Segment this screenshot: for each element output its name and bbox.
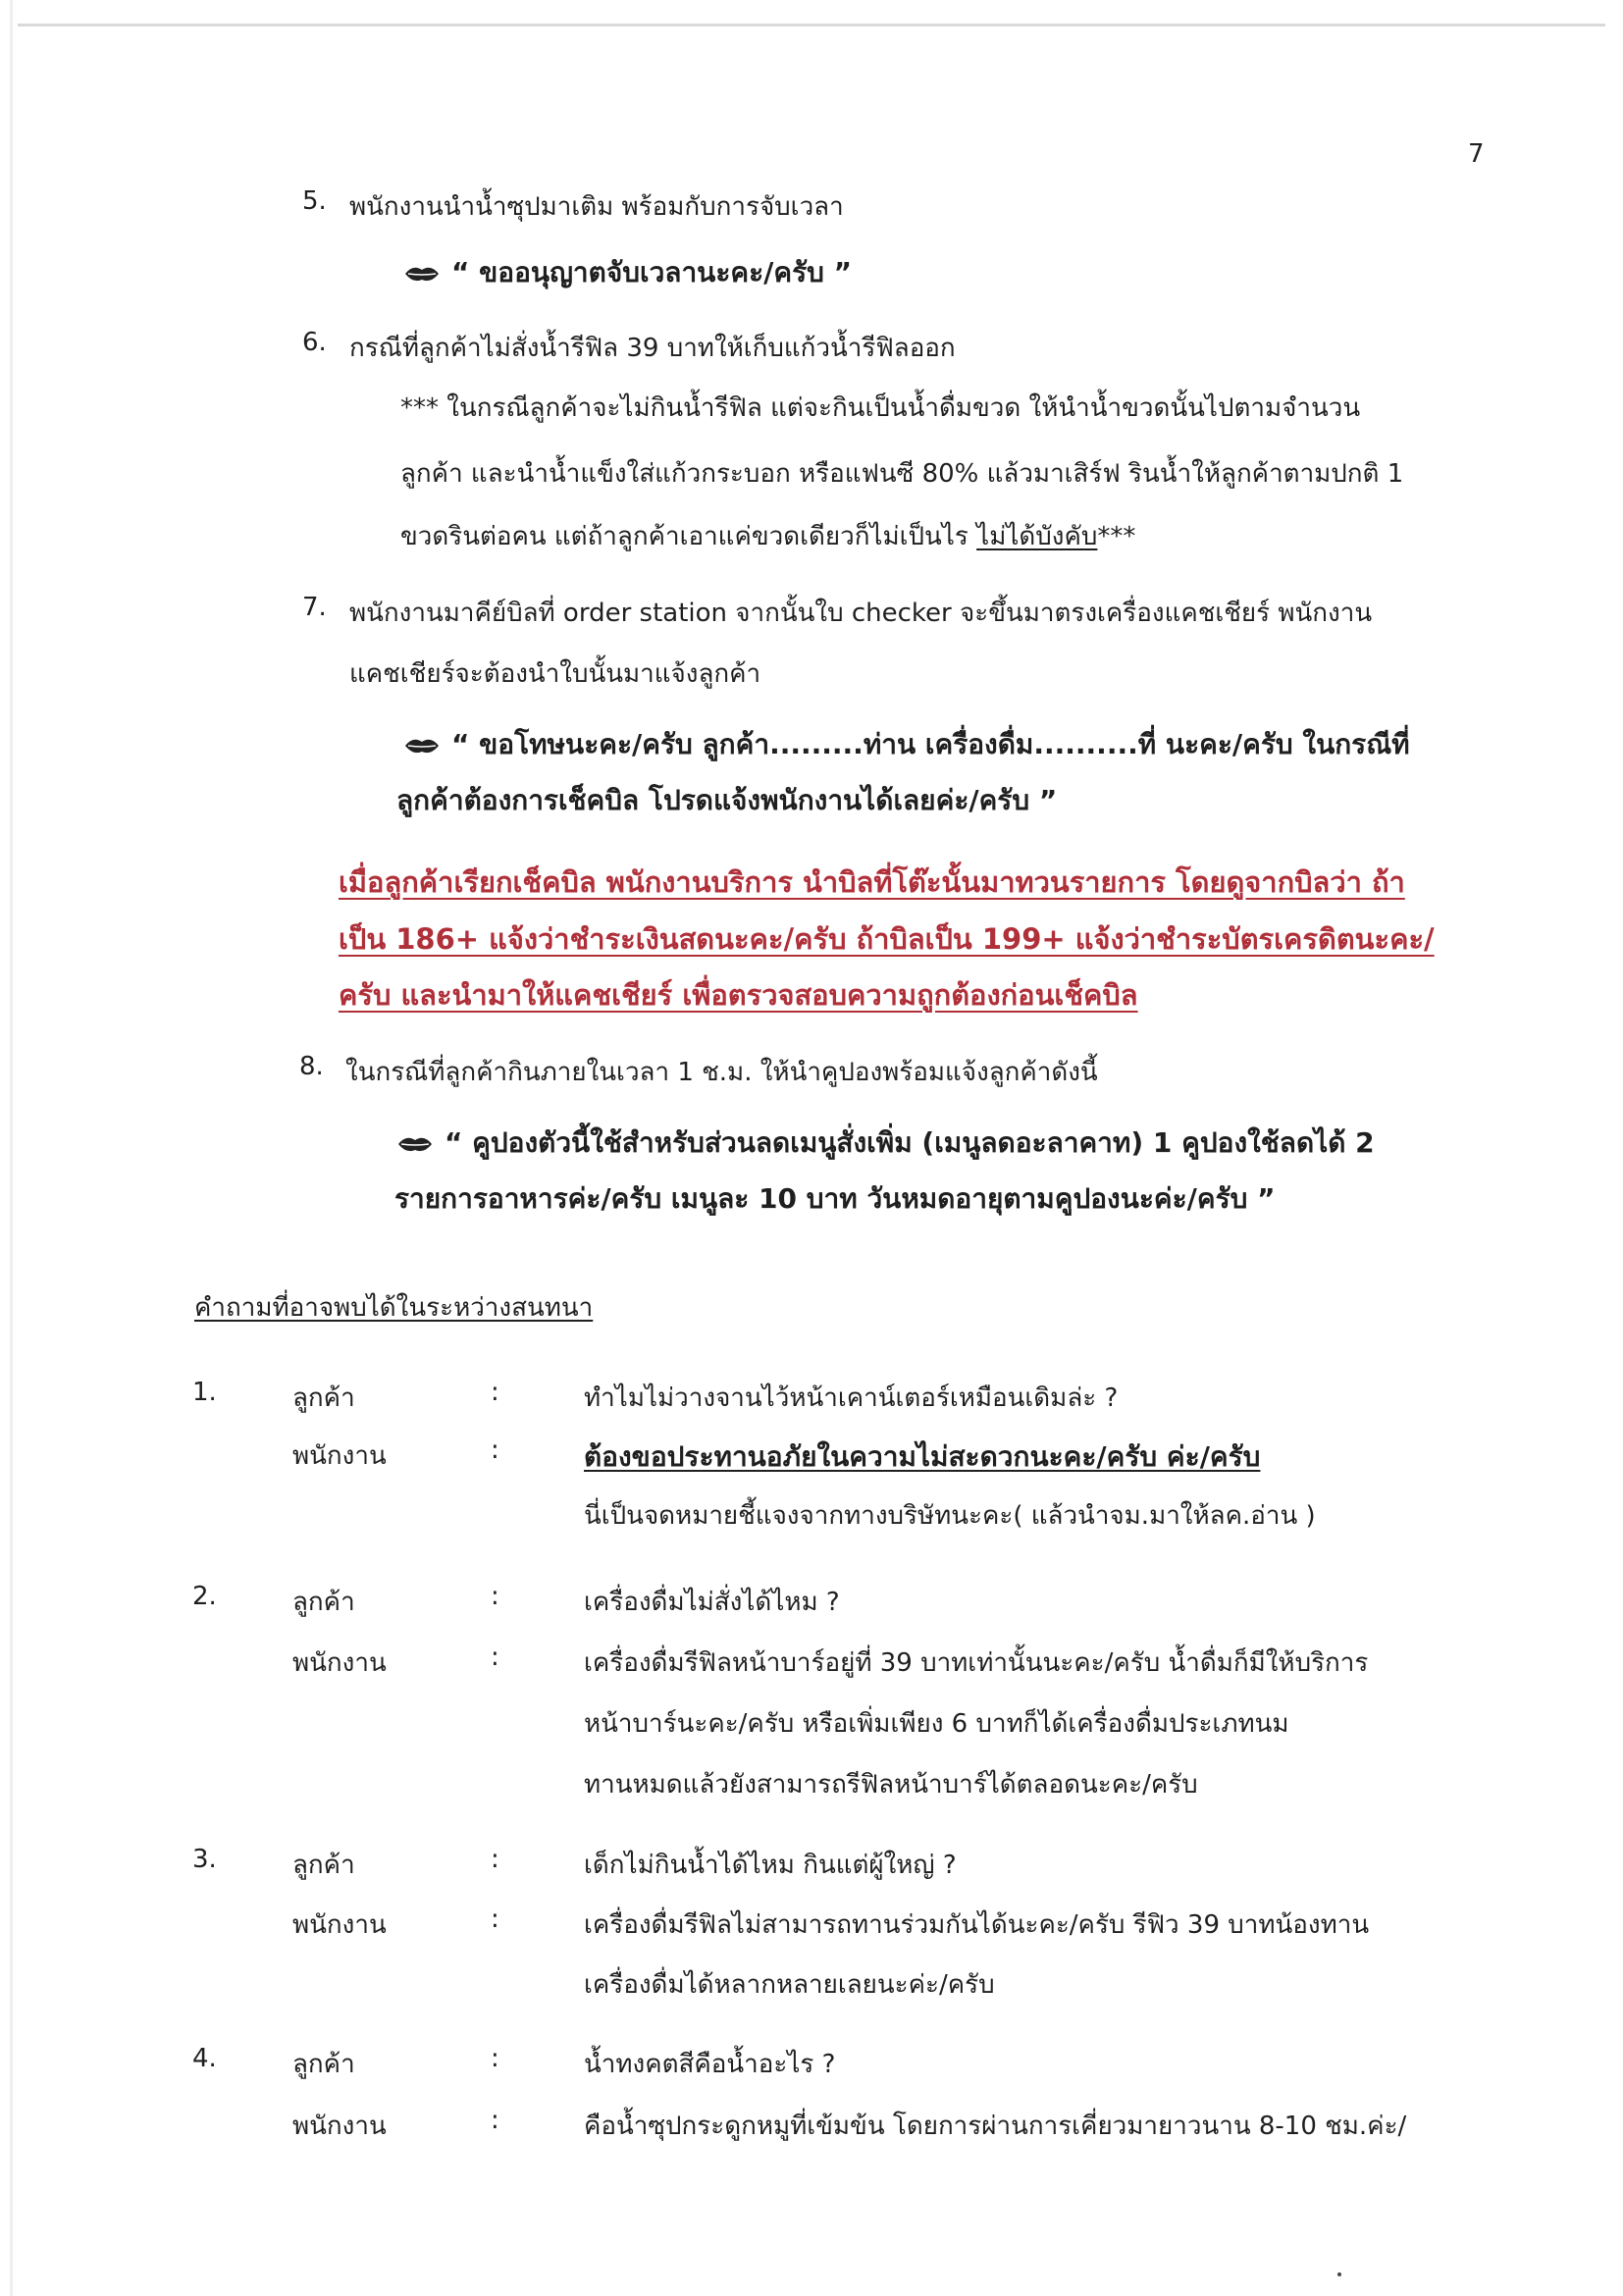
faq-3-question: เด็กไม่กินน้ำได้ไหม กินแต่ผู้ใหญ่ ? <box>584 1851 957 1880</box>
lips-icon <box>397 1134 433 1154</box>
faq-heading: คำถามที่อาจพบได้ในระหว่างสนทนา <box>194 1293 594 1323</box>
item-7-script-line-2: ลูกค้าต้องการเช็คบิล โปรดแจ้งพนักงานได้เลยค่ะ/ครับ ” <box>396 784 1058 816</box>
faq-1-customer-label: ลูกค้า <box>292 1383 355 1413</box>
page-number: 7 <box>1468 139 1485 169</box>
faq-3-colon-2: : <box>491 1905 499 1934</box>
faq-1-answer-line-2: นี่เป็นจดหมายชี้แจงจากทางบริษัทนะคะ( แล้วนำจม.มาให้ลค.อ่าน ) <box>584 1501 1316 1531</box>
faq-2-answer-line-2: หน้าบาร์นะคะ/ครับ หรือเพิ่มเพียง 6 บาทก็ได้เครื่องดื่มประเภทนม <box>584 1709 1289 1739</box>
faq-3-number: 3. <box>192 1845 217 1874</box>
scan-edge-left <box>10 0 13 2296</box>
faq-2-answer-line-3: ทานหมดแล้วยังสามารถรีฟิลหน้าบาร์ได้ตลอดนะคะ/ครับ <box>584 1770 1198 1800</box>
lips-icon <box>404 736 440 756</box>
faq-4-colon-2: : <box>491 2106 499 2135</box>
item-5-script: “ ขออนุญาตจับเวลานะคะ/ครับ ” <box>451 256 853 288</box>
item-5-text: พนักงานนำน้ำซุปมาเติม พร้อมกับการจับเวลา <box>349 192 844 222</box>
faq-2-question: เครื่องดื่มไม่สั่งได้ไหม ? <box>584 1588 840 1617</box>
faq-3-staff-label: พนักงาน <box>292 1910 387 1940</box>
faq-4-answer-line-1: คือน้ำซุปกระดูกหมูที่เข้มข้น โดยการผ่านการเคี่ยวมายาวนาน 8-10 ชม.ค่ะ/ <box>584 2112 1407 2141</box>
faq-3-colon: : <box>491 1845 499 1874</box>
item-6-note-line-2 <box>400 453 1403 494</box>
faq-4-colon: : <box>491 2044 499 2073</box>
item-6-note-line-3 <box>400 516 1135 556</box>
item-7-red-note-line-1: เมื่อลูกค้าเรียกเช็คบิล พนักงานบริการ นำบิลที่โต๊ะนั้นมาทวนรายการ โดยดูจากบิลว่า ถ้า <box>339 865 1405 899</box>
faq-2-staff-label: พนักงาน <box>292 1648 387 1678</box>
item-6-note-line-2-text: ลูกค้า และนำน้ำแข็งใส่แก้วกระบอก หรือแฟนซี 80% แล้วมาเสิร์ฟ รินน้ำให้ลูกค้าตามปกติ 1 <box>400 459 1404 489</box>
faq-1-question: ทำไมไม่วางจานไว้หน้าเคาน์เตอร์เหมือนเดิมล่ะ ? <box>584 1383 1119 1413</box>
item-7-red-note-line-2: เป็น 186+ แจ้งว่าชำระเงินสดนะคะ/ครับ ถ้าบิลเป็น 199+ แจ้งว่าชำระบัตรเครดิตนะคะ/ <box>339 922 1435 956</box>
item-7-script-1: “ ขอโทษนะคะ/ครับ ลูกค้า.........ท่าน เครื่องดื่ม..........ที่ นะคะ/ครับ ในกรณีที่ <box>451 728 1410 760</box>
faq-2-colon: : <box>491 1582 499 1611</box>
item-6-text: กรณีที่ลูกค้าไม่สั่งน้ำรีฟิล 39 บาทให้เก็บแก้วน้ำรีฟิลออก <box>349 334 956 363</box>
faq-1-colon-2: : <box>491 1435 499 1465</box>
faq-2-colon-2: : <box>491 1643 499 1672</box>
item-7-red-note-line-3: ครับ และนำมาให้แคชเชียร์ เพื่อตรวจสอบความถูกต้องก่อนเช็คบิล <box>339 978 1138 1012</box>
faq-4-staff-label: พนักงาน <box>292 2112 387 2141</box>
faq-3-answer-line-1: เครื่องดื่มรีฟิลไม่สามารถทานร่วมกันได้นะคะ/ครับ รีฟิว 39 บาทน้องทาน <box>584 1910 1370 1940</box>
item-5-number: 5. <box>302 186 327 216</box>
faq-1-answer-line-1: ต้องขอประทานอภัยในความไม่สะดวกนะคะ/ครับ ค่ะ/ครับ <box>584 1440 1261 1473</box>
item-8-script-line-2: รายการอาหารค่ะ/ครับ เมนูละ 10 บาท วันหมดอายุตามคูปองนะค่ะ/ครับ ” <box>394 1182 1276 1215</box>
item-8-script-line-1 <box>397 1122 1375 1165</box>
faq-1-colon: : <box>491 1378 499 1407</box>
faq-2-number: 2. <box>192 1582 217 1611</box>
faq-3-answer-line-2: เครื่องดื่มได้หลากหลายเลยนะค่ะ/ครับ <box>584 1970 995 2000</box>
item-6-number: 6. <box>302 328 327 357</box>
faq-2-answer-line-1: เครื่องดื่มรีฟิลหน้าบาร์อยู่ที่ 39 บาทเท่านั้นนะคะ/ครับ น้ำดื่มก็มีให้บริการ <box>584 1648 1369 1678</box>
scan-edge <box>18 24 1605 26</box>
faq-4-number: 4. <box>192 2044 217 2073</box>
item-6-note-line-1: *** ในกรณีลูกค้าจะไม่กินน้ำรีฟิล แต่จะกินเป็นน้ำดื่มขวด ให้นำน้ำขวดนั้นไปตามจำนวน <box>400 393 1361 423</box>
item-7-number: 7. <box>302 593 327 622</box>
item-7-script-line-1 <box>404 723 1410 766</box>
item-6-note-line-3-c: *** <box>1097 522 1136 551</box>
item-8-script-1: “ คูปองตัวนี้ใช้สำหรับส่วนลดเมนูสั่งเพิ่ม (เมนูลดอะลาคาท) 1 คูปองใช้ลดได้ 2 <box>445 1126 1375 1159</box>
faq-1-staff-label: พนักงาน <box>292 1441 387 1471</box>
item-7-text-line-1: พนักงานมาคีย์บิลที่ order station จากนั้นใบ checker จะขึ้นมาตรงเครื่องแคชเชียร์ พนักงาน <box>349 599 1373 628</box>
lips-icon <box>404 264 440 284</box>
item-6-note-line-3-a: ขวดรินต่อคน แต่ถ้าลูกค้าเอาแค่ขวดเดียวก็ไม่เป็นไร <box>400 522 977 551</box>
item-7-text-line-2: แคชเชียร์จะต้องนำใบนั้นมาแจ้งลูกค้า <box>349 659 761 689</box>
item-5-script-line <box>404 251 852 294</box>
faq-4-question: น้ำทงคตสีคือน้ำอะไร ? <box>584 2050 836 2079</box>
faq-3-customer-label: ลูกค้า <box>292 1851 355 1880</box>
scan-speck <box>1337 2272 1341 2276</box>
item-8-text: ในกรณีที่ลูกค้ากินภายในเวลา 1 ช.ม. ให้นำคูปองพร้อมแจ้งลูกค้าดังนี้ <box>345 1058 1098 1087</box>
faq-4-customer-label: ลูกค้า <box>292 2050 355 2079</box>
faq-1-number: 1. <box>192 1378 217 1407</box>
item-8-number: 8. <box>299 1052 324 1081</box>
item-6-not-required: ไม่ได้บังคับ <box>976 522 1098 551</box>
faq-2-customer-label: ลูกค้า <box>292 1588 355 1617</box>
